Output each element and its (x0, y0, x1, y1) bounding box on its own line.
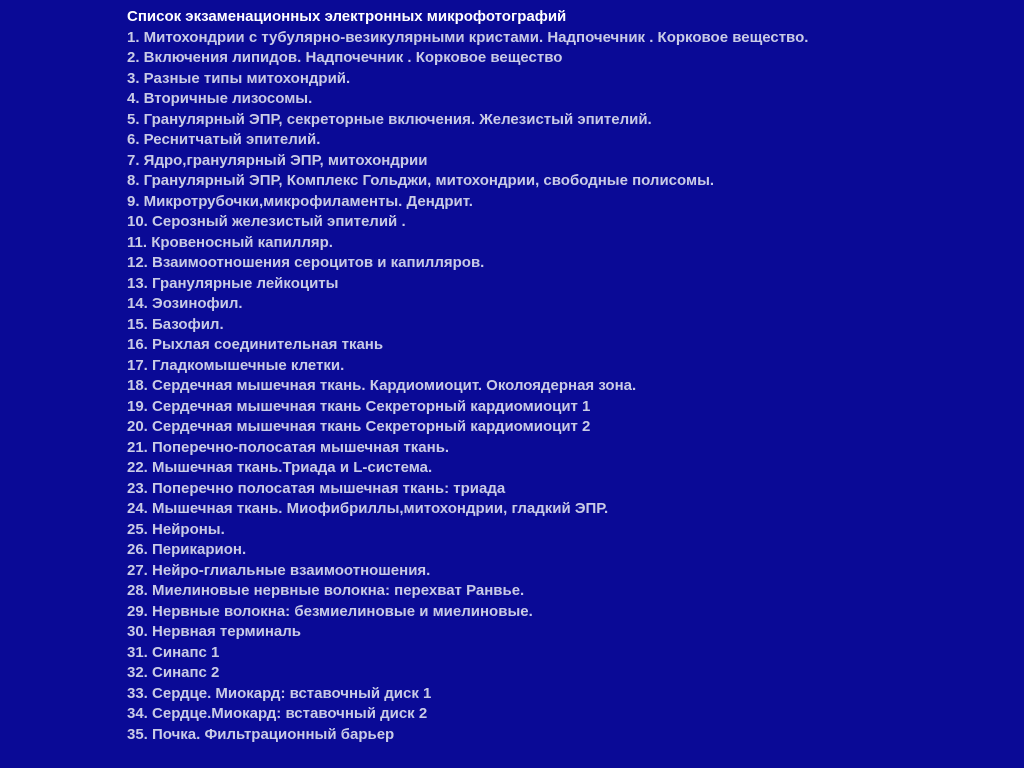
list-item: 23. Поперечно полосатая мышечная ткань: триада (127, 479, 506, 497)
list-item: 10. Серозный железистый эпителий . (127, 213, 406, 230)
list-item: 18. Сердечная мышечная ткань. Кардиомиоцит. Околоядерная зона. (127, 377, 637, 394)
list-item: 17. Гладкомышечные клетки. (127, 356, 345, 374)
list-item: 33. Сердце. Миокард: вставочный диск 1 (127, 684, 432, 702)
list-item: 19. Сердечная мышечная ткань Секреторный кардиомиоцит 1 (127, 397, 591, 415)
list-item: 9. Микротрубочки,микрофиламенты. Дендрит. (127, 192, 473, 210)
list-item: 8. Гранулярный ЭПР, Комплекс Гольджи, митохондрии, свободные полисомы. (127, 172, 715, 189)
list-item: 5. Гранулярный ЭПР, секреторные включения. Железистый эпителий. (127, 110, 652, 128)
list-item: 31. Синапс 1 (127, 643, 220, 661)
list-item: 24. Мышечная ткань. Миофибриллы,митохондрии, гладкий ЭПР. (127, 500, 609, 517)
list-item: 11. Кровеносный капилляр. (127, 233, 333, 251)
list-item: 29. Нервные волокна: безмиелиновые и миелиновые. (127, 602, 533, 620)
slide-title: Список экзаменационных электронных микрофотографий (127, 8, 567, 25)
list-item: 34. Сердце.Миокард: вставочный диск 2 (127, 705, 428, 722)
list-item: 27. Нейро-глиальные взаимоотношения. (127, 561, 431, 579)
list-item: 14. Эозинофил. (127, 295, 243, 312)
list-item: 6. Реснитчатый эпителий. (127, 131, 321, 148)
list-item: 2. Включения липидов. Надпочечник . Корковое вещество (127, 49, 563, 66)
list-item: 28. Миелиновые нервные волокна: перехват Ранвье. (127, 582, 525, 599)
list-item: 25. Нейроны. (127, 520, 225, 538)
list-item: 12. Взаимоотношения сероцитов и капилляров. (127, 254, 485, 271)
list-item: 4. Вторичные лизосомы. (127, 90, 313, 107)
list-item: 1. Митохондрии с тубулярно-везикулярными кристами. Надпочечник . Корковое вещество. (127, 28, 809, 46)
list-item: 22. Мышечная ткань.Триада и L-система. (127, 459, 433, 476)
list-item: 30. Нервная терминаль (127, 623, 302, 640)
list-item: 13. Гранулярные лейкоциты (127, 274, 339, 292)
list-item: 20. Сердечная мышечная ткань Секреторный кардиомиоцит 2 (127, 418, 591, 435)
micrograph-list (127, 28, 808, 746)
list-item: 3. Разные типы митохондрий. (127, 69, 351, 87)
list-item: 21. Поперечно-полосатая мышечная ткань. (127, 438, 450, 456)
list-item: 32. Синапс 2 (127, 664, 220, 681)
list-item: 7. Ядро,гранулярный ЭПР, митохондрии (127, 151, 428, 169)
list-item: 26. Перикарион. (127, 541, 247, 558)
list-item: 15. Базофил. (127, 315, 224, 333)
list-item: 16. Рыхлая соединительная ткань (127, 336, 384, 353)
list-item: 35. Почка. Фильтрационный барьер (127, 725, 395, 743)
